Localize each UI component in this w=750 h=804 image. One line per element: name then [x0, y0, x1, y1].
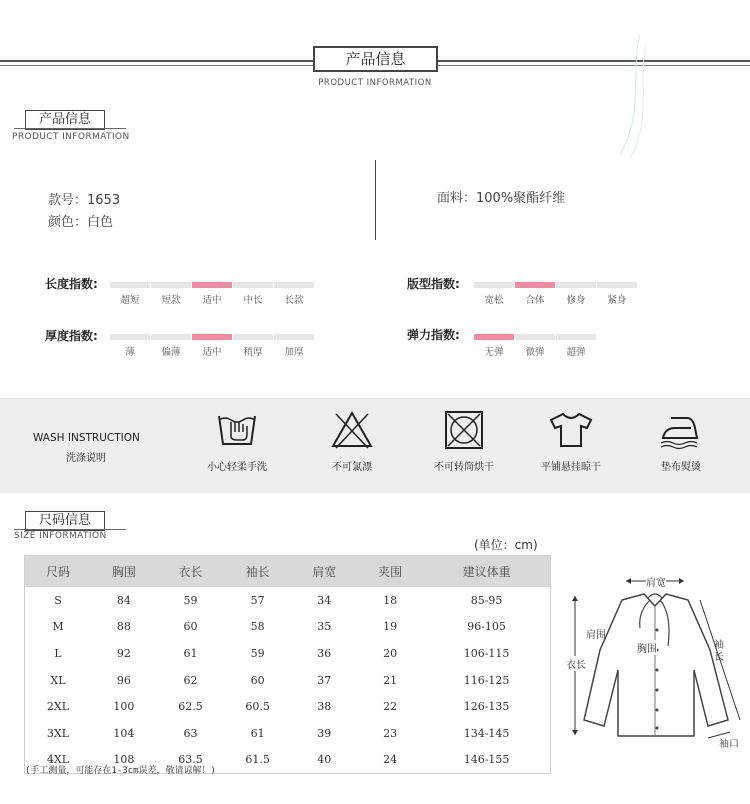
- table-cell: 96: [116, 673, 131, 687]
- table-cell: 100: [113, 700, 135, 714]
- wash-label-iron: 垫布熨烫: [661, 462, 701, 473]
- table-row: [25, 614, 550, 641]
- scale-segment: [556, 282, 596, 288]
- scale-segment: [515, 334, 555, 340]
- table-cell: 59: [183, 593, 198, 607]
- no-tumble-dry-icon: [442, 410, 486, 450]
- diagram-label-armhole: 肩围: [586, 630, 606, 641]
- flat-dry-icon: [547, 410, 595, 450]
- wash-title: WASH INSTRUCTION: [33, 432, 140, 444]
- wash-item-flat-dry: [521, 410, 621, 473]
- table-cell: 19: [383, 620, 398, 634]
- col-header: 夹围: [357, 556, 423, 587]
- table-cell: 116-125: [463, 673, 510, 687]
- table-cell: 126-135: [463, 700, 510, 714]
- thickness-index-label: 厚度指数:: [45, 329, 98, 343]
- size-table-header-row: [25, 556, 550, 587]
- table-cell: L: [54, 646, 62, 660]
- scale-option-label: 适中: [202, 347, 222, 358]
- scale-segment: [274, 282, 314, 288]
- scale-option-label: 超弹: [566, 347, 586, 358]
- product-section-subtitle: PRODUCT INFORMATION: [12, 132, 130, 142]
- wash-label-no-tumble-dry: 不可转筒烘干: [434, 462, 494, 473]
- table-cell: 57: [250, 593, 265, 607]
- diagram-label-cuff: 袖口: [719, 739, 739, 750]
- table-cell: 20: [383, 646, 398, 660]
- scale-option-label: 加厚: [284, 347, 304, 358]
- diagram-label-sleeve: 袖长: [714, 640, 724, 663]
- table-cell: 84: [116, 593, 131, 607]
- scale-segment: [474, 282, 514, 288]
- table-cell: 60.5: [245, 700, 270, 714]
- header-rule-right-thin: [438, 65, 750, 66]
- diagram-label-shoulder: 肩宽: [646, 574, 666, 589]
- table-row: [25, 693, 550, 720]
- wash-item-no-tumble-dry: [414, 410, 514, 473]
- header-subtitle: PRODUCT INFORMATION: [318, 78, 432, 88]
- table-cell: 39: [317, 726, 332, 740]
- scale-segment: [233, 282, 273, 288]
- fabric-value: 面料：100%聚酯纤维: [437, 191, 566, 206]
- table-cell: 58: [250, 620, 265, 634]
- table-cell: 60: [183, 620, 198, 634]
- scale-segment: [597, 282, 637, 288]
- table-row: [25, 667, 550, 694]
- scale-option-label: 薄: [125, 347, 135, 358]
- scale-segment: [233, 334, 273, 340]
- table-cell: M: [52, 620, 64, 634]
- table-cell: 62: [183, 673, 198, 687]
- fit-index-label: 版型指数:: [407, 277, 460, 291]
- size-table: [25, 556, 550, 773]
- scale-option-label: 超短: [120, 295, 140, 306]
- wash-item-iron: [631, 410, 731, 473]
- size-unit: (单位：cm): [474, 538, 538, 552]
- table-cell: 34: [317, 593, 332, 607]
- table-cell: 134-145: [463, 726, 510, 740]
- col-header: 肩宽: [291, 556, 357, 587]
- col-header: 袖长: [224, 556, 291, 587]
- scale-option-label: 修身: [566, 295, 586, 306]
- table-cell: 40: [317, 753, 332, 767]
- table-cell: 22: [383, 700, 398, 714]
- table-cell: 2XL: [46, 700, 70, 714]
- style-number: 款号：1653: [48, 193, 121, 208]
- scale-segment: [192, 282, 232, 288]
- scale-option-label: 宽松: [484, 295, 504, 306]
- scale-option-label: 长款: [284, 295, 304, 306]
- table-cell: 96-105: [467, 620, 506, 634]
- hand-wash-icon: [215, 410, 259, 450]
- wash-item-no-bleach: [302, 410, 402, 473]
- col-header: 衣长: [157, 556, 224, 587]
- scale-option-label: 短款: [161, 295, 181, 306]
- no-bleach-icon: [330, 410, 374, 450]
- header-rule-left: [0, 60, 313, 62]
- table-cell: 35: [317, 620, 332, 634]
- table-cell: 106-115: [463, 646, 510, 660]
- elasticity-index-label: 弹力指数:: [407, 328, 460, 342]
- table-cell: 61.5: [245, 753, 270, 767]
- wash-item-hand-wash: [187, 410, 287, 473]
- scale-segment: [151, 334, 191, 340]
- scale-segment: [274, 334, 314, 340]
- size-section-rule: [14, 529, 126, 530]
- table-cell: 61: [183, 646, 198, 660]
- table-cell: 108: [113, 753, 135, 767]
- col-header: 胸围: [91, 556, 157, 587]
- header-rule-right: [438, 60, 750, 62]
- table-cell: 36: [317, 646, 332, 660]
- diagram-label-chest: 胸围: [637, 640, 657, 655]
- wash-label-no-bleach: 不可氯漂: [332, 462, 372, 473]
- length-index-label: 长度指数:: [45, 277, 98, 291]
- header-title: 产品信息: [313, 46, 438, 72]
- size-section-subtitle: SIZE INFORMATION: [14, 531, 107, 541]
- table-cell: 85-95: [470, 593, 503, 607]
- scale-segment: [110, 334, 150, 340]
- scale-option-label: 稍厚: [243, 347, 263, 358]
- table-row: [25, 640, 550, 667]
- product-section-rule: [14, 128, 126, 129]
- scale-segment: [515, 282, 555, 288]
- table-cell: S: [54, 593, 62, 607]
- table-cell: 18: [383, 593, 398, 607]
- table-cell: 92: [116, 646, 131, 660]
- blouse-diagram: [560, 570, 750, 760]
- iron-icon: [657, 410, 705, 450]
- table-cell: 63.5: [178, 753, 203, 767]
- scale-segment: [110, 282, 150, 288]
- wash-label-hand-wash: 小心轻柔手洗: [207, 462, 267, 473]
- table-cell: 88: [116, 620, 131, 634]
- decor-swirl: [600, 30, 660, 160]
- table-cell: 62.5: [178, 700, 203, 714]
- table-row: [25, 720, 550, 747]
- scale-option-label: 偏薄: [161, 347, 181, 358]
- table-cell: 3XL: [46, 726, 70, 740]
- size-section-title: 尺码信息: [25, 511, 105, 531]
- table-cell: 61: [250, 726, 265, 740]
- scale-option-label: 无弹: [484, 347, 504, 358]
- scale-option-label: 中长: [243, 295, 263, 306]
- color-value: 颜色：白色: [48, 215, 114, 230]
- product-section-title: 产品信息: [25, 110, 105, 130]
- scale-option-label: 微弹: [525, 347, 545, 358]
- table-cell: 37: [317, 673, 332, 687]
- scale-segment: [151, 282, 191, 288]
- table-cell: 21: [383, 673, 398, 687]
- scale-segment: [556, 334, 596, 340]
- scale-segment: [474, 334, 514, 340]
- info-divider: [375, 160, 376, 240]
- scale-option-label: 紧身: [607, 295, 627, 306]
- col-header: 尺码: [25, 556, 91, 587]
- measurement-note: (手工测量，可能存在1-3cm误差，敬请谅解！): [25, 766, 216, 776]
- table-cell: 146-155: [463, 753, 510, 767]
- scale-option-label: 合体: [525, 295, 545, 306]
- table-cell: 4XL: [46, 753, 70, 767]
- table-cell: 104: [113, 726, 135, 740]
- scale-segment: [192, 334, 232, 340]
- wash-label-flat-dry: 平铺悬挂晾干: [541, 462, 601, 473]
- diagram-label-length: 衣长: [566, 656, 586, 671]
- table-cell: 60: [250, 673, 265, 687]
- wash-subtitle: 洗涤说明: [66, 453, 106, 464]
- col-header: 建议体重: [423, 556, 550, 587]
- table-cell: 23: [383, 726, 398, 740]
- table-cell: 24: [383, 753, 398, 767]
- table-cell: 59: [250, 646, 265, 660]
- table-cell: 63: [183, 726, 198, 740]
- header-rule-left-thin: [0, 65, 313, 66]
- table-cell: 38: [317, 700, 332, 714]
- scale-option-label: 适中: [202, 295, 222, 306]
- table-row: [25, 587, 550, 614]
- table-cell: XL: [50, 673, 66, 687]
